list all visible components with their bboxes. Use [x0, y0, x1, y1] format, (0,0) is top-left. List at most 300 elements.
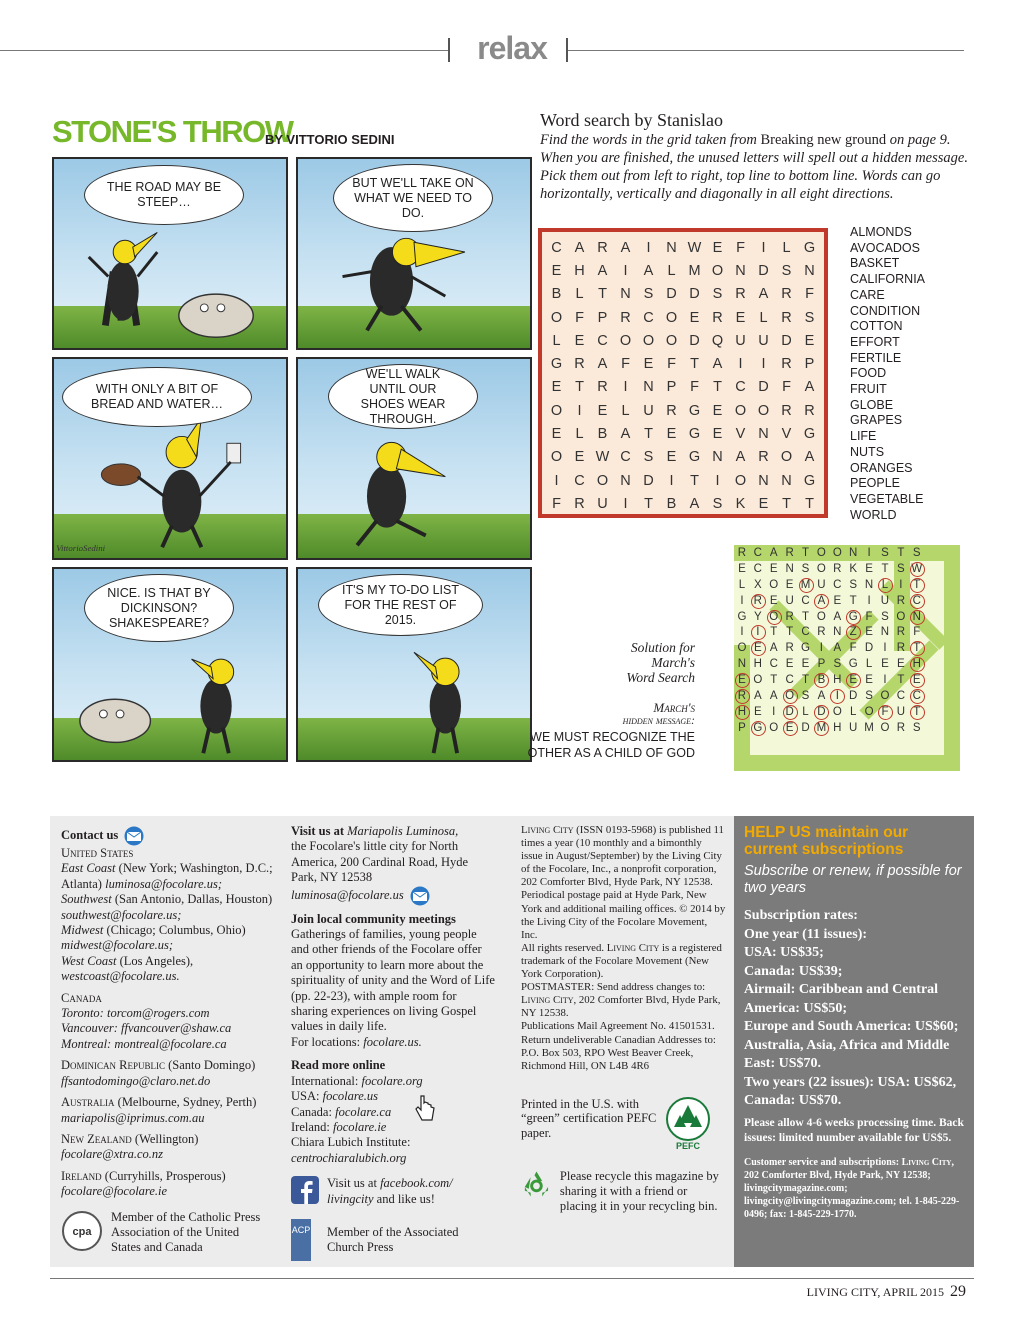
solution-letter: B	[813, 672, 829, 688]
contact-email[interactable]: midwest@focolare.us;	[61, 938, 174, 953]
solution-letter: I	[750, 624, 766, 640]
word-list-item: FRUIT	[850, 382, 887, 397]
solution-letter: T	[770, 674, 778, 687]
solution-letter: H	[734, 704, 750, 720]
wordsearch-grid	[538, 228, 828, 518]
contact-email[interactable]: ffvancouver@shaw.ca	[121, 1021, 232, 1036]
solution-letter: L	[865, 658, 873, 671]
grid-letter: T	[690, 472, 699, 489]
solution-letter: P	[738, 721, 746, 734]
grid-letter: F	[805, 286, 814, 303]
grid-letter: F	[552, 495, 561, 512]
solution-letter: S	[849, 578, 858, 591]
email-icon	[407, 886, 433, 906]
grid-letter: C	[620, 449, 631, 466]
grid-letter: O	[619, 332, 632, 349]
section-title: relax	[477, 30, 547, 66]
contact-email[interactable]: southwest@focolare.us;	[61, 907, 182, 922]
grid-letter: S	[804, 309, 815, 326]
solution-letter: E	[801, 658, 810, 671]
solution-letter: U	[849, 721, 858, 734]
grid-letter: R	[620, 309, 631, 326]
grid-letter: O	[734, 402, 747, 419]
rate-line: Canada: US$39;	[744, 963, 843, 979]
solution-letter: L	[877, 577, 893, 593]
rate-line: Europe and South America: US$60;	[744, 1019, 959, 1034]
solution-letter: S	[833, 658, 842, 671]
grid-letter: B	[551, 286, 562, 303]
solution-letter: T	[801, 610, 810, 623]
solution-letter: N	[864, 578, 874, 591]
grid-letter: R	[804, 402, 815, 419]
solution-letter: X	[754, 578, 762, 591]
grid-letter: L	[575, 286, 584, 303]
region-cities: (Chicago; Columbus, Ohio)	[103, 923, 246, 938]
grid-letter: G	[803, 472, 816, 489]
solution-letter: C	[769, 658, 778, 671]
contact-email[interactable]: mariapolis@iprimus.com.au	[61, 1110, 205, 1125]
grid-letter: D	[758, 262, 769, 279]
rate-line: USA: US$35;	[744, 945, 824, 960]
solution-letter: L	[738, 578, 746, 591]
grid-letter: D	[643, 472, 654, 489]
solution-letter: E	[865, 626, 873, 639]
word-list-item: FERTILE	[850, 350, 902, 365]
solution-letter: R	[896, 721, 905, 734]
grid-letter: N	[712, 449, 723, 466]
grid-letter: E	[666, 426, 677, 443]
grid-letter: U	[758, 332, 769, 349]
region-label: United States	[61, 846, 134, 860]
region-name: East Coast	[61, 861, 116, 876]
solution-letter: T	[909, 704, 925, 720]
solution-letter: T	[897, 674, 905, 687]
solution-letter: R	[833, 562, 842, 575]
grid-letter: P	[804, 356, 815, 373]
grid-letter: N	[758, 426, 769, 443]
solution-letter: S	[801, 562, 810, 575]
us-contacts	[61, 861, 281, 984]
word-list-item: GRAPES	[850, 413, 903, 428]
solution-letter: R	[737, 546, 747, 559]
solution-letter: I	[829, 688, 845, 704]
solution-letter: S	[897, 562, 905, 575]
city-name: Toronto:	[61, 1006, 107, 1021]
grid-row	[545, 259, 821, 282]
postmaster-info: POSTMASTER: Send address changes to:	[521, 981, 706, 994]
grid-letter: Q	[711, 332, 724, 349]
grid-letter: I	[554, 472, 559, 489]
word-list-item: EFFORT	[850, 334, 900, 349]
region-name: West Coast	[61, 953, 117, 968]
solution-letter: E	[754, 705, 762, 718]
read-online-link	[291, 1105, 496, 1120]
site-link[interactable]: focolare.us	[322, 1089, 379, 1104]
solution-letter: E	[881, 658, 889, 671]
publication-info: (ISSN 0193-5968) is published 11 times a year (10 monthly and a bimonthly issue in August/September) by the Living City of the Focolare, Inc., a nonprofit corporation, 202 Comforter Blvd, Hyde Park, NY 12538. Periodical postage paid at Hyde Park, New York and additional mailing offices. © 2014 by the Living City of the Focolare Movement, Inc.	[521, 824, 726, 941]
solution-letter: C	[753, 546, 762, 559]
grid-letter: A	[758, 286, 769, 303]
grid-letter: G	[550, 356, 563, 373]
contact-email[interactable]: focolare@xtra.co.nz	[61, 1147, 163, 1162]
grid-letter: C	[574, 472, 585, 489]
word-list-item: CALIFORNIA	[850, 272, 926, 287]
grid-letter: S	[781, 262, 792, 279]
grid-row	[545, 283, 821, 306]
comic-panel-5	[52, 567, 288, 762]
pefc-logo	[665, 1097, 711, 1151]
grid-letter: E	[689, 309, 700, 326]
solution-letter: A	[754, 689, 762, 702]
grid-letter: L	[621, 402, 630, 419]
grid-letter: T	[644, 495, 653, 512]
solution-letter: D	[813, 704, 829, 720]
magazine-issue: LIVING CITY, APRIL 2015	[806, 1285, 944, 1299]
recycle-note: Please recycle this magazine by sharing it with a friend or placing it in your recycling bin.	[559, 1168, 719, 1213]
solution-letter: T	[909, 640, 925, 656]
solution-letter: P	[817, 658, 826, 671]
solution-row	[734, 577, 960, 593]
solution-letter: S	[912, 546, 921, 559]
word-list-item: LIFE	[850, 429, 877, 444]
grid-letter: A	[804, 379, 815, 396]
solution-letter: F	[913, 626, 921, 639]
solution-row	[734, 609, 960, 625]
grid-letter: S	[643, 286, 654, 303]
grid-row	[545, 399, 821, 422]
solution-letter: C	[785, 674, 794, 687]
grid-letter: T	[575, 379, 584, 396]
facebook-link[interactable]: facebook.com/ livingcity	[327, 1176, 453, 1206]
site-link[interactable]: focolare.ca	[335, 1104, 392, 1119]
subscription-rates	[744, 907, 964, 1111]
chiara-institute-label: Chiara Lubich Institute:	[291, 1135, 411, 1150]
word-list-item: CARE	[850, 287, 885, 302]
grid-letter: F	[690, 379, 699, 396]
grid-letter: U	[597, 495, 608, 512]
comic-panel-1	[52, 157, 288, 350]
hidden-message-label-line: March's	[653, 700, 695, 715]
grid-letter: G	[688, 426, 701, 443]
solution-letter: T	[786, 626, 794, 639]
grid-letter: N	[620, 286, 631, 303]
speech-bubble: THE ROAD MAY BE STEEP…	[84, 165, 244, 225]
grid-letter: I	[646, 239, 651, 256]
contact-title: Contact us	[61, 827, 119, 842]
page-footer-rule	[50, 1278, 974, 1279]
solution-letter: A	[769, 642, 778, 655]
grid-letter: R	[781, 286, 792, 303]
grid-letter: T	[690, 356, 699, 373]
solution-letter: G	[845, 609, 861, 625]
solution-letter: N	[880, 626, 890, 639]
hidden-message: WE MUST RECOGNIZE THE OTHER AS A CHILD OF GOD	[527, 730, 695, 760]
grid-letter: G	[803, 239, 816, 256]
solution-letter: D	[801, 721, 810, 734]
grid-letter: I	[761, 239, 766, 256]
region-label: New Zealand	[61, 1131, 132, 1146]
grid-letter: C	[643, 309, 654, 326]
solution-letter: I	[883, 642, 887, 655]
city-name: Montreal:	[61, 1036, 115, 1051]
grid-letter: E	[597, 402, 608, 419]
solution-letter: O	[769, 721, 779, 734]
solution-letter: N	[737, 658, 747, 671]
solution-letter: E	[833, 594, 842, 607]
solution-letter: C	[833, 578, 842, 591]
facebook-icon[interactable]	[291, 1176, 319, 1204]
grid-letter: A	[620, 239, 631, 256]
solution-letter: L	[802, 705, 809, 718]
solution-letter: E	[785, 578, 794, 591]
solution-label-line: Word Search	[626, 670, 695, 685]
solution-letter: T	[881, 562, 889, 575]
region-cities: (San Antonio, Dallas, Houston)	[111, 892, 273, 907]
grid-row	[545, 329, 821, 352]
grid-letter: O	[711, 262, 724, 279]
contact-email[interactable]: westcoast@focolare.us.	[61, 969, 180, 984]
join-locations-link[interactable]: focolare.us.	[363, 1034, 422, 1049]
grid-letter: D	[666, 286, 677, 303]
grid-letter: O	[550, 402, 563, 419]
comic-panel-4	[296, 357, 532, 560]
publication-name: Living City	[521, 994, 574, 1007]
contact-email[interactable]: montreal@focolare.ca	[114, 1036, 227, 1051]
solution-letter: I	[867, 546, 871, 559]
grid-letter: E	[758, 495, 769, 512]
wordsearch-title: Word search by Stanislao	[540, 110, 724, 130]
grid-letter: I	[577, 402, 582, 419]
region-name: Southwest	[61, 892, 112, 907]
acp-logo	[291, 1219, 319, 1261]
grid-letter: O	[757, 402, 770, 419]
grid-letter: N	[781, 472, 792, 489]
grid-letter: O	[665, 309, 678, 326]
grid-letter: C	[551, 239, 562, 256]
solution-letter: S	[912, 721, 921, 734]
word-list-item: ORANGES	[850, 460, 913, 475]
grid-letter: U	[735, 332, 746, 349]
grid-letter: R	[735, 286, 746, 303]
region-name: Midwest	[61, 923, 104, 938]
grid-letter: P	[597, 309, 608, 326]
word-list-item: CONDITION	[850, 303, 921, 318]
solution-letter: C	[909, 593, 925, 609]
grid-letter: I	[669, 472, 674, 489]
grid-letter: D	[689, 332, 700, 349]
solution-letter: G	[801, 642, 810, 655]
read-online-title: Read more online	[291, 1058, 386, 1073]
canada-contact	[61, 1037, 281, 1052]
city-name: Vancouver:	[61, 1021, 122, 1036]
grid-row	[545, 352, 821, 375]
grid-letter: P	[666, 379, 677, 396]
page-number: 29	[950, 1283, 966, 1300]
speech-bubble: IT'S MY TO-DO LIST FOR THE REST OF 2015.	[318, 574, 483, 636]
solution-letter: F	[849, 642, 857, 655]
grid-letter: V	[781, 426, 792, 443]
grid-row	[545, 469, 821, 492]
customer-service-contact: , 202 Comforter Blvd, Hyde Park, NY 12538; livingcitymagazine.com; livingcity@livingcitymagazine.com; tel. 1-845-229-0496; fax: 1-845-229-1770.	[744, 1156, 960, 1220]
contact-email[interactable]: ffsantodomingo@claro.net.do	[61, 1073, 211, 1088]
grid-letter: R	[712, 309, 723, 326]
grid-letter: E	[735, 309, 746, 326]
grid-letter: N	[666, 239, 677, 256]
comic-panel-6	[296, 567, 532, 762]
join-text: Gatherings of families, young people and other friends of the Focolare offer an opportunity to learn more about the spirituality of unity and the Word of Life (pp. 22-23), with ample room for sharing experiences on living Gospel values in daily life.	[291, 927, 495, 1034]
grid-letter: E	[712, 426, 723, 443]
acp-membership: Member of the Associated Church Press	[327, 1224, 459, 1255]
solution-letter: Y	[754, 610, 762, 623]
solution-letter: U	[785, 594, 794, 607]
publication-trademark: is a registered trademark of the Focolare Movement (New York Corporation).	[521, 941, 722, 981]
site-label: Ireland:	[291, 1119, 333, 1134]
page-footer	[807, 1283, 966, 1301]
speech-bubble: WITH ONLY A BIT OF BREAD AND WATER…	[62, 367, 252, 427]
solution-letter: E	[769, 562, 778, 575]
grid-letter: E	[574, 449, 585, 466]
grid-letter: A	[643, 262, 654, 279]
solution-letter: O	[864, 705, 874, 718]
word-list-item: ALMONDS	[850, 225, 912, 239]
header-tick-left	[448, 38, 450, 62]
region-cities: (New York; Washington, D.C.; Atlanta)	[61, 861, 273, 891]
site-link[interactable]: focolare.ie	[333, 1119, 387, 1134]
grid-letter: T	[598, 286, 607, 303]
grid-letter: E	[643, 356, 654, 373]
solution-letter: R	[750, 593, 766, 609]
grid-letter: T	[713, 379, 722, 396]
grid-letter: R	[597, 239, 608, 256]
solution-letter: O	[896, 610, 906, 623]
solution-letter: I	[772, 705, 776, 718]
read-online-link	[291, 1120, 496, 1135]
grid-letter: O	[665, 332, 678, 349]
solution-letter: G	[737, 610, 747, 623]
solution-letter: H	[909, 656, 925, 672]
solution-letter: O	[816, 610, 826, 623]
comic-panel-3	[52, 357, 288, 560]
solution-row	[734, 720, 960, 736]
grid-letter: A	[712, 356, 723, 373]
solution-letter: N	[833, 626, 842, 639]
read-online-link	[291, 1089, 496, 1104]
grid-letter: D	[758, 379, 769, 396]
solution-grid	[734, 545, 960, 771]
grid-letter: I	[715, 472, 720, 489]
solution-letter: R	[896, 594, 905, 607]
solution-letter: C	[896, 689, 905, 702]
chiara-institute-link[interactable]: centrochiaralubich.org	[291, 1150, 407, 1165]
solution-letter: O	[782, 688, 798, 704]
region-label: Australia	[61, 1095, 115, 1110]
grid-letter: I	[623, 262, 628, 279]
grid-letter: F	[621, 356, 630, 373]
contact-email[interactable]: torcom@rogers.com	[106, 1006, 210, 1021]
intro-article-title: Breaking new ground	[760, 132, 887, 148]
grid-row	[545, 306, 821, 329]
intro-text: on page 9. When you are finished, the unused letters will spell out a hidden message. Pick them out from left to right, top line to bottom line. Words can go horizontally, vertically and diagonally in all eight directions.	[540, 132, 968, 202]
grid-letter: N	[643, 379, 654, 396]
grid-letter: I	[623, 379, 628, 396]
solution-letter: I	[899, 578, 903, 591]
site-label: Canada:	[291, 1104, 336, 1119]
acp-logo-text: ACP	[291, 1224, 311, 1235]
grid-letter: H	[574, 262, 585, 279]
cpa-membership: Member of the Catholic Press Association of the United States and Canada	[111, 1209, 261, 1255]
grid-letter: I	[738, 356, 743, 373]
grid-letter: E	[551, 379, 562, 396]
solution-letter: A	[769, 689, 778, 702]
speech-bubble: BUT WE'LL TAKE ON WHAT WE NEED TO DO.	[333, 164, 493, 232]
grid-letter: D	[781, 332, 792, 349]
solution-letter: U	[817, 578, 826, 591]
grid-letter: L	[552, 332, 561, 349]
grid-letter: A	[620, 426, 631, 443]
grid-letter: I	[623, 495, 628, 512]
solution-letter: E	[769, 594, 778, 607]
solution-letter: I	[740, 594, 744, 607]
grid-letter: G	[688, 449, 701, 466]
word-list-item: COTTON	[850, 319, 903, 334]
solution-label	[590, 640, 695, 685]
solution-row	[734, 640, 960, 656]
us-contact	[61, 861, 281, 892]
contact-email[interactable]: luminosa@focolare.us;	[105, 876, 223, 891]
solution-label-line: Solution for	[630, 640, 695, 655]
solution-letter: M	[864, 721, 874, 734]
grid-letter: R	[781, 402, 792, 419]
grid-letter: S	[643, 449, 654, 466]
grid-letter: L	[667, 262, 676, 279]
solution-letter: N	[785, 562, 794, 575]
canada-contact	[61, 1006, 281, 1021]
pefc-logo-text: PEFC	[675, 1140, 701, 1151]
grid-row	[545, 376, 821, 399]
cpa-logo-text: cpa	[72, 1225, 92, 1238]
solution-letter: G	[750, 720, 766, 736]
solution-letter: T	[801, 674, 810, 687]
grid-letter: N	[620, 472, 631, 489]
solution-letter: E	[785, 658, 794, 671]
grid-letter: K	[735, 495, 746, 512]
solution-letter: E	[734, 672, 750, 688]
contact-email[interactable]: luminosa@focolare.us	[291, 887, 404, 902]
canada-contacts	[61, 1006, 281, 1052]
solution-letter: T	[897, 546, 905, 559]
solution-letter: E	[865, 562, 873, 575]
site-link[interactable]: focolare.org	[361, 1073, 423, 1088]
solution-letter: U	[896, 705, 905, 718]
solution-letter: O	[753, 674, 763, 687]
email-icon	[121, 826, 147, 846]
customer-service	[744, 1156, 964, 1221]
grid-letter: T	[782, 495, 791, 512]
rate-line: Subscription rates:	[744, 908, 858, 923]
region-place: (Curryhills, Prosperous)	[101, 1168, 226, 1183]
contact-email[interactable]: focolare@focolare.ie	[61, 1184, 168, 1199]
site-label: USA:	[291, 1089, 323, 1104]
solution-letter: A	[833, 610, 842, 623]
header-rule-right	[568, 50, 964, 51]
grid-row	[545, 236, 821, 259]
grid-letter: L	[575, 426, 584, 443]
solution-letter: U	[880, 594, 890, 607]
subscription-subtitle: Subscribe or renew, if possible for two years	[744, 863, 962, 896]
visit-column	[291, 824, 496, 1261]
wordsearch-word-list	[850, 225, 925, 523]
grid-letter: G	[803, 426, 816, 443]
